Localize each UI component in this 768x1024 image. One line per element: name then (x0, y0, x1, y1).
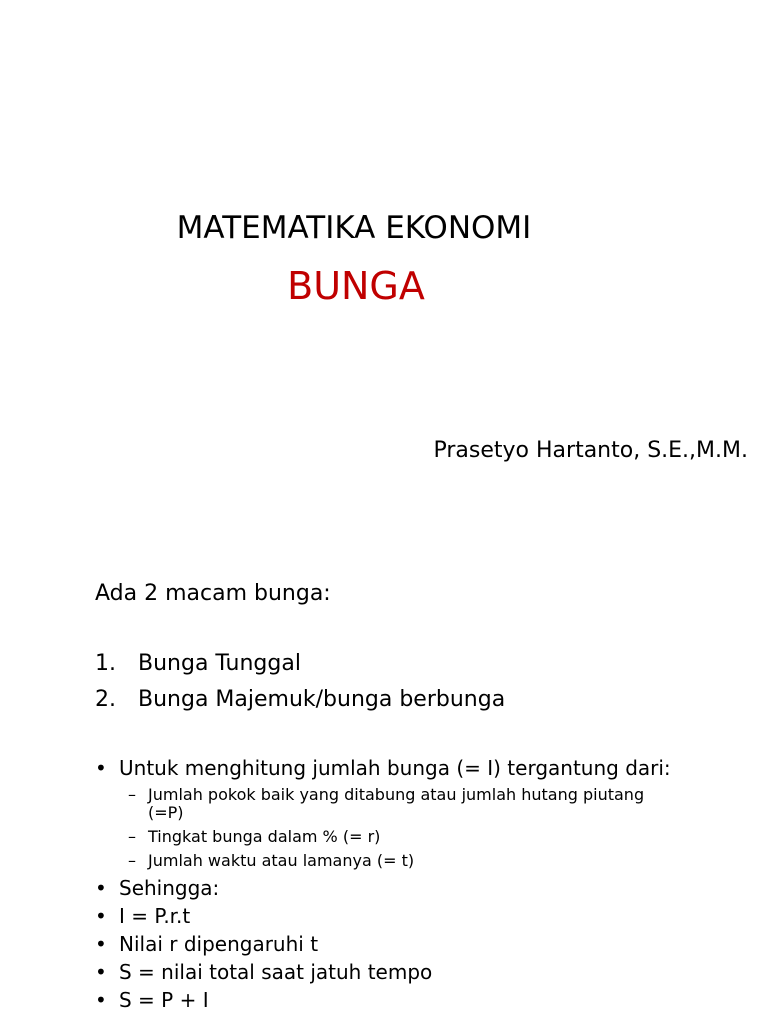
bullet-text: I = P.r.t (119, 904, 191, 928)
bullet-item (95, 932, 318, 956)
slide-subtitle: BUNGA (287, 264, 425, 308)
bullet-item (95, 756, 671, 780)
bullet-item (95, 876, 219, 900)
slide-title: MATEMATIKA EKONOMI (176, 210, 532, 246)
list-item-text: Bunga Tunggal (138, 651, 301, 676)
bullet-icon: • (95, 988, 107, 1012)
sub-bullet-text: Jumlah pokok baik yang ditabung atau jumlah hutang piutang (=P) (148, 785, 645, 822)
author-name: Prasetyo Hartanto, S.E.,M.M. (433, 438, 748, 463)
list-item (95, 687, 505, 712)
bullet-text: Sehingga: (119, 876, 220, 900)
sub-bullet-item (128, 786, 668, 822)
list-item-text: Bunga Majemuk/bunga berbunga (138, 687, 506, 712)
bullet-icon: • (95, 960, 107, 984)
bullet-icon: • (95, 756, 107, 780)
bullet-text: Nilai r dipengaruhi t (119, 932, 319, 956)
dash-icon: – (128, 851, 136, 870)
intro-text: Ada 2 macam bunga: (95, 581, 331, 606)
bullet-icon: • (95, 904, 107, 928)
bullet-icon: • (95, 876, 107, 900)
sub-bullet-text: Tingkat bunga dalam % (= r) (148, 827, 381, 846)
bullet-text: S = nilai total saat jatuh tempo (119, 960, 433, 984)
list-item (95, 651, 301, 676)
list-number: 1. (95, 651, 116, 676)
sub-bullet-text: Jumlah waktu atau lamanya (= t) (148, 851, 415, 870)
sub-bullet-item (128, 828, 380, 846)
sub-bullet-item (128, 852, 414, 870)
dash-icon: – (128, 785, 136, 804)
bullet-icon: • (95, 932, 107, 956)
bullet-item (95, 988, 209, 1012)
bullet-text: Untuk menghitung jumlah bunga (= I) tergantung dari: (119, 756, 671, 780)
bullet-text: S = P + I (119, 988, 209, 1012)
bullet-item (95, 960, 432, 984)
dash-icon: – (128, 827, 136, 846)
list-number: 2. (95, 687, 116, 712)
bullet-item (95, 904, 190, 928)
